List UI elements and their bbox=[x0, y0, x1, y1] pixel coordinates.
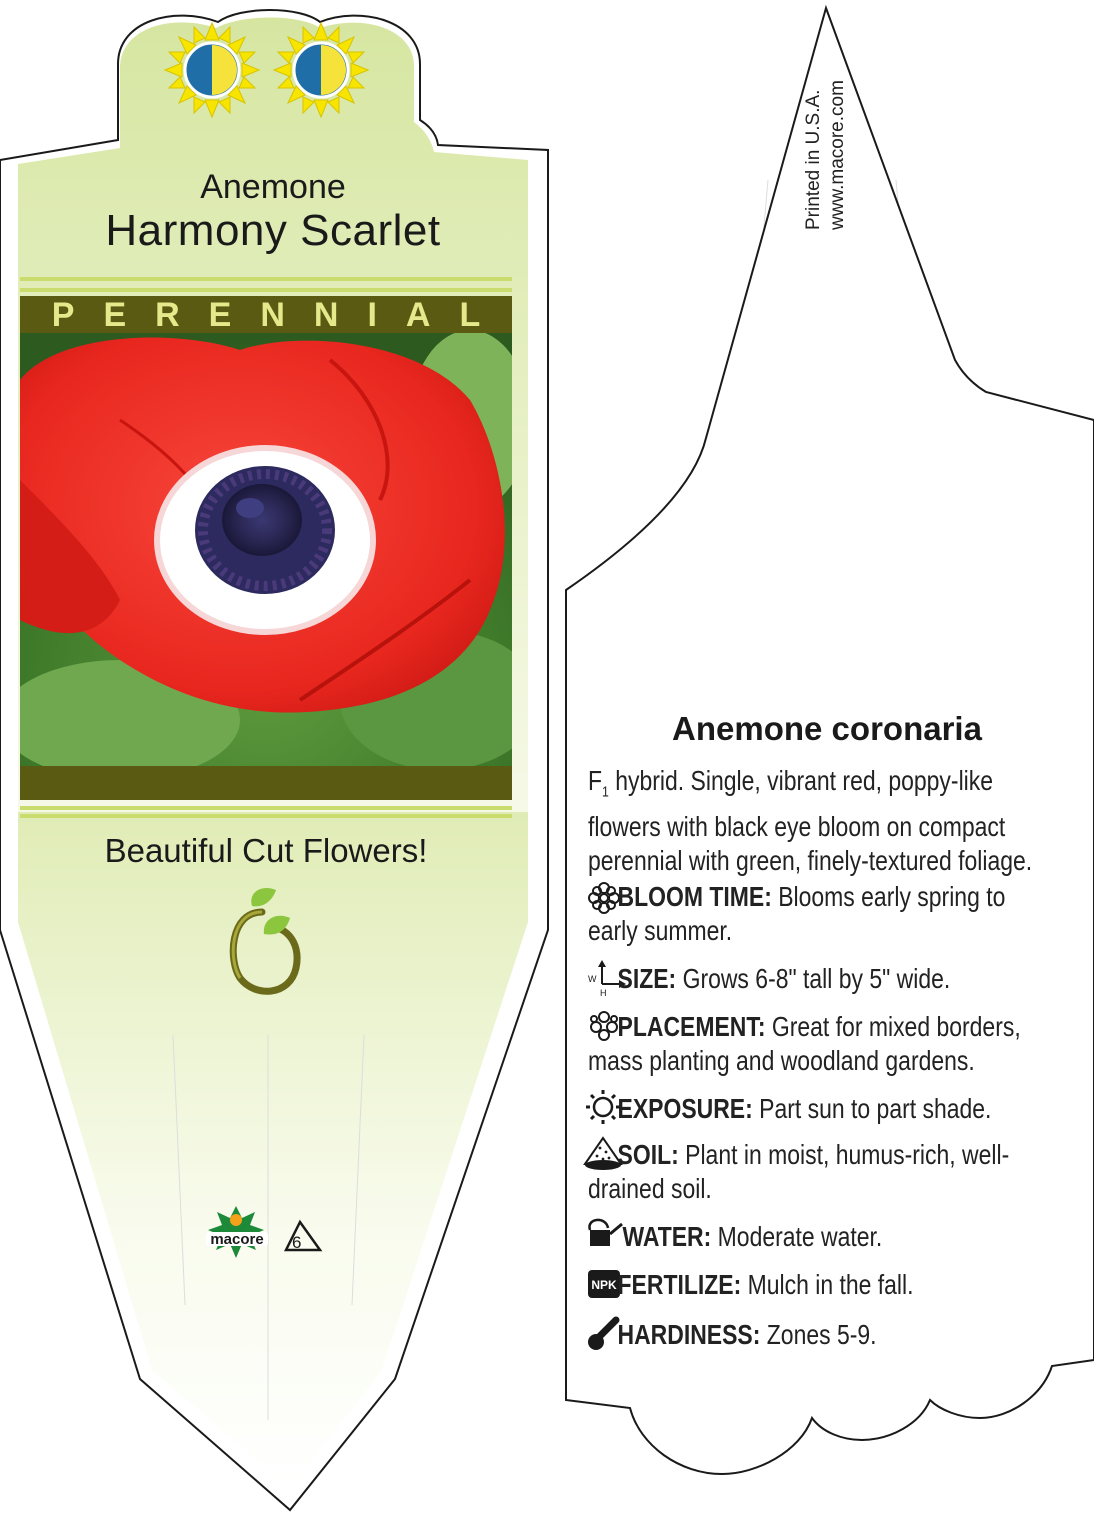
care-bloom-time bbox=[588, 880, 1058, 948]
variety-name: Harmony Scarlet bbox=[105, 206, 441, 255]
description-text: hybrid. Single, vibrant red, poppy-like flowers with black eye bloom on compact perennial with green, finely-textured foliage. bbox=[588, 765, 1033, 876]
care-text: Grows 6-8" tall by 5" wide. bbox=[682, 963, 951, 994]
care-text: Part sun to part shade. bbox=[759, 1093, 992, 1124]
care-text: Blooms early spring to early summer. bbox=[588, 881, 1006, 946]
care-text: Moderate water. bbox=[717, 1221, 883, 1252]
plant-description bbox=[588, 764, 1058, 878]
care-label: SIZE: bbox=[617, 963, 677, 994]
svg-text:H: H bbox=[600, 988, 607, 998]
care-text: Mulch in the fall. bbox=[747, 1269, 914, 1300]
care-placement bbox=[588, 1010, 1058, 1078]
care-text: Great for mixed borders, mass planting and woodland gardens. bbox=[588, 1011, 1021, 1076]
tagline: Beautiful Cut Flowers! bbox=[104, 832, 428, 869]
flower-photo bbox=[0, 330, 540, 780]
recycle-number: 6 bbox=[292, 1233, 302, 1252]
hybrid-prefix: F bbox=[588, 765, 603, 796]
bottom-band bbox=[20, 766, 512, 800]
care-size bbox=[588, 962, 1058, 996]
care-fertilize bbox=[588, 1268, 1058, 1302]
care-soil bbox=[588, 1138, 1058, 1206]
svg-text:macore: macore bbox=[210, 1231, 264, 1248]
svg-text:W: W bbox=[588, 974, 597, 984]
care-label: SOIL: bbox=[617, 1139, 679, 1170]
care-text: Plant in moist, humus-rich, well-drained soil. bbox=[588, 1139, 1010, 1204]
botanical-name: Anemone coronaria bbox=[672, 710, 982, 747]
part-sun-icon bbox=[274, 23, 368, 117]
care-label: WATER: bbox=[622, 1221, 712, 1252]
print-note-url: www.macore.com bbox=[827, 80, 848, 230]
svg-text:NPK: NPK bbox=[591, 1278, 617, 1292]
part-sun-icon bbox=[165, 23, 259, 117]
hybrid-subscript: 1 bbox=[602, 783, 609, 801]
care-text: Zones 5-9. bbox=[766, 1319, 877, 1350]
print-note bbox=[802, 80, 850, 230]
care-label: HARDINESS: bbox=[617, 1319, 761, 1350]
print-note-country: Printed in U.S.A. bbox=[803, 89, 824, 230]
common-name: Anemone bbox=[200, 168, 346, 206]
care-label: EXPOSURE: bbox=[617, 1093, 753, 1124]
care-label: BLOOM TIME: bbox=[617, 881, 772, 912]
care-label: PLACEMENT: bbox=[617, 1011, 766, 1042]
care-exposure bbox=[588, 1092, 1058, 1126]
care-label: FERTILIZE: bbox=[617, 1269, 742, 1300]
category-label: PERENNIAL bbox=[51, 296, 510, 334]
care-water bbox=[588, 1220, 1058, 1254]
care-hardiness bbox=[588, 1318, 1058, 1352]
